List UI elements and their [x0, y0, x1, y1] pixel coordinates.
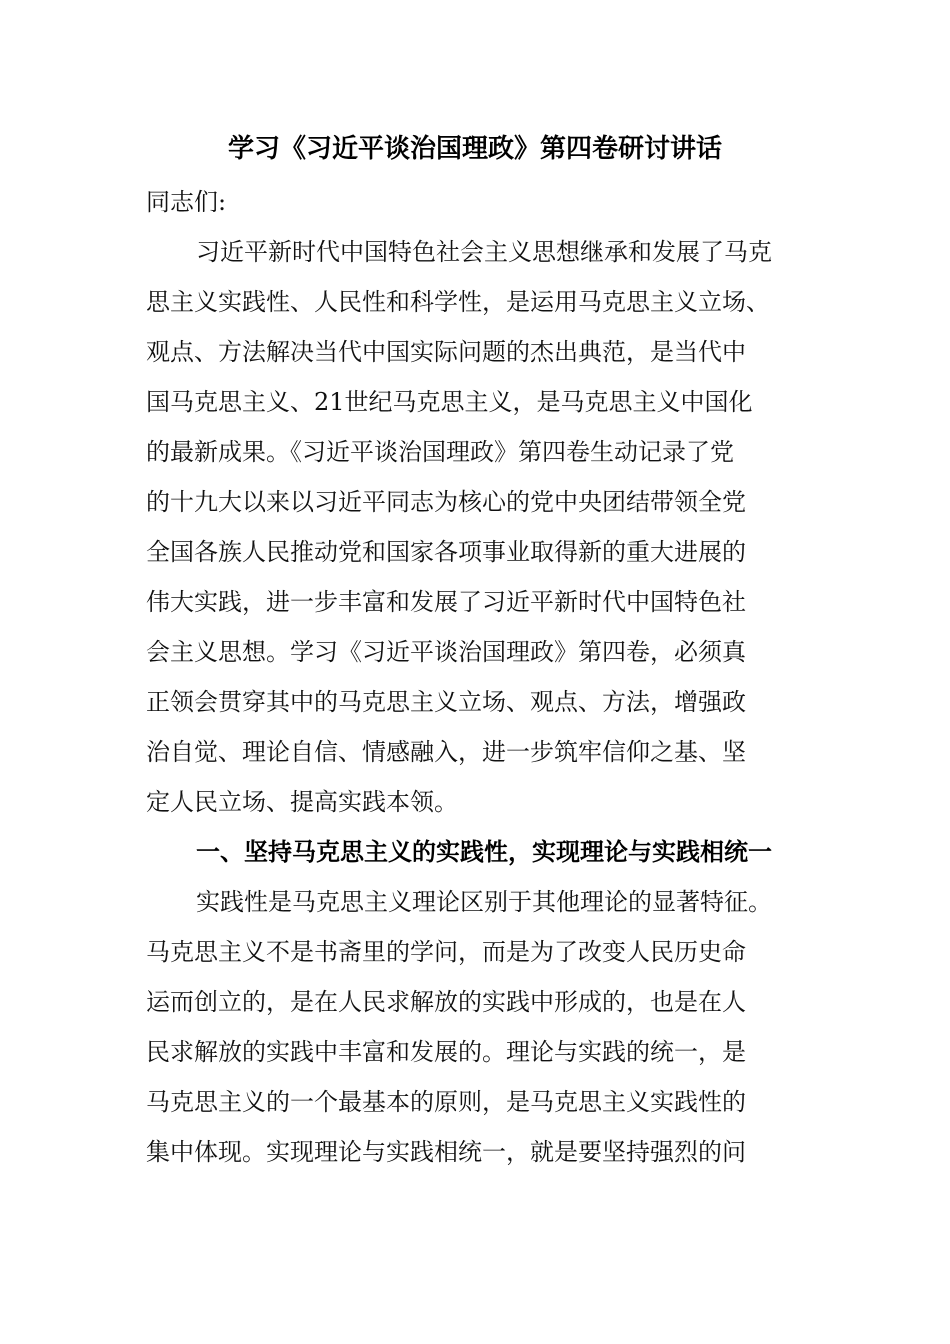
paragraph-line: 运而创立的，是在人民求解放的实践中形成的，也是在人 — [146, 988, 746, 1016]
paragraph-line: 观点、方法解决当代中国实际问题的杰出典范，是当代中 — [146, 338, 746, 366]
salutation: 同志们: — [146, 188, 227, 216]
paragraph-line: 思主义实践性、人民性和科学性，是运用马克思主义立场、 — [146, 288, 770, 316]
paragraph-line: 民求解放的实践中丰富和发展的。理论与实践的统一，是 — [146, 1038, 746, 1066]
document-title: 学习《习近平谈治国理政》第四卷研讨讲话 — [227, 134, 722, 164]
paragraph-line: 马克思主义不是书斋里的学问，而是为了改变人民历史命 — [146, 938, 746, 966]
paragraph-line: 全国各族人民推动党和国家各项事业取得新的重大进展的 — [146, 538, 746, 566]
paragraph-line: 集中体现。实现理论与实践相统一，就是要坚持强烈的问 — [146, 1138, 746, 1166]
paragraph-line: 的十九大以来以习近平同志为核心的党中央团结带领全党 — [146, 488, 746, 516]
paragraph-line: 国马克思主义、21世纪马克思主义，是马克思主义中国化 — [146, 388, 753, 416]
paragraph-line: 会主义思想。学习《习近平谈治国理政》第四卷，必须真 — [146, 638, 746, 666]
paragraph-line: 实践性是马克思主义理论区别于其他理论的显著特征。 — [196, 888, 772, 916]
paragraph-line: 伟大实践，进一步丰富和发展了习近平新时代中国特色社 — [146, 588, 746, 616]
section-heading: 一、坚持马克思主义的实践性，实现理论与实践相统一 — [196, 838, 772, 866]
paragraph-line: 的最新成果。《习近平谈治国理政》第四卷生动记录了党 — [146, 438, 734, 466]
paragraph-line: 马克思主义的一个最基本的原则，是马克思主义实践性的 — [146, 1088, 746, 1116]
paragraph-line: 习近平新时代中国特色社会主义思想继承和发展了马克 — [196, 238, 772, 266]
paragraph-line: 定人民立场、提高实践本领。 — [146, 788, 458, 816]
paragraph-line: 治自觉、理论自信、情感融入，进一步筑牢信仰之基、坚 — [146, 738, 746, 766]
paragraph-line: 正领会贯穿其中的马克思主义立场、观点、方法，增强政 — [146, 688, 746, 716]
